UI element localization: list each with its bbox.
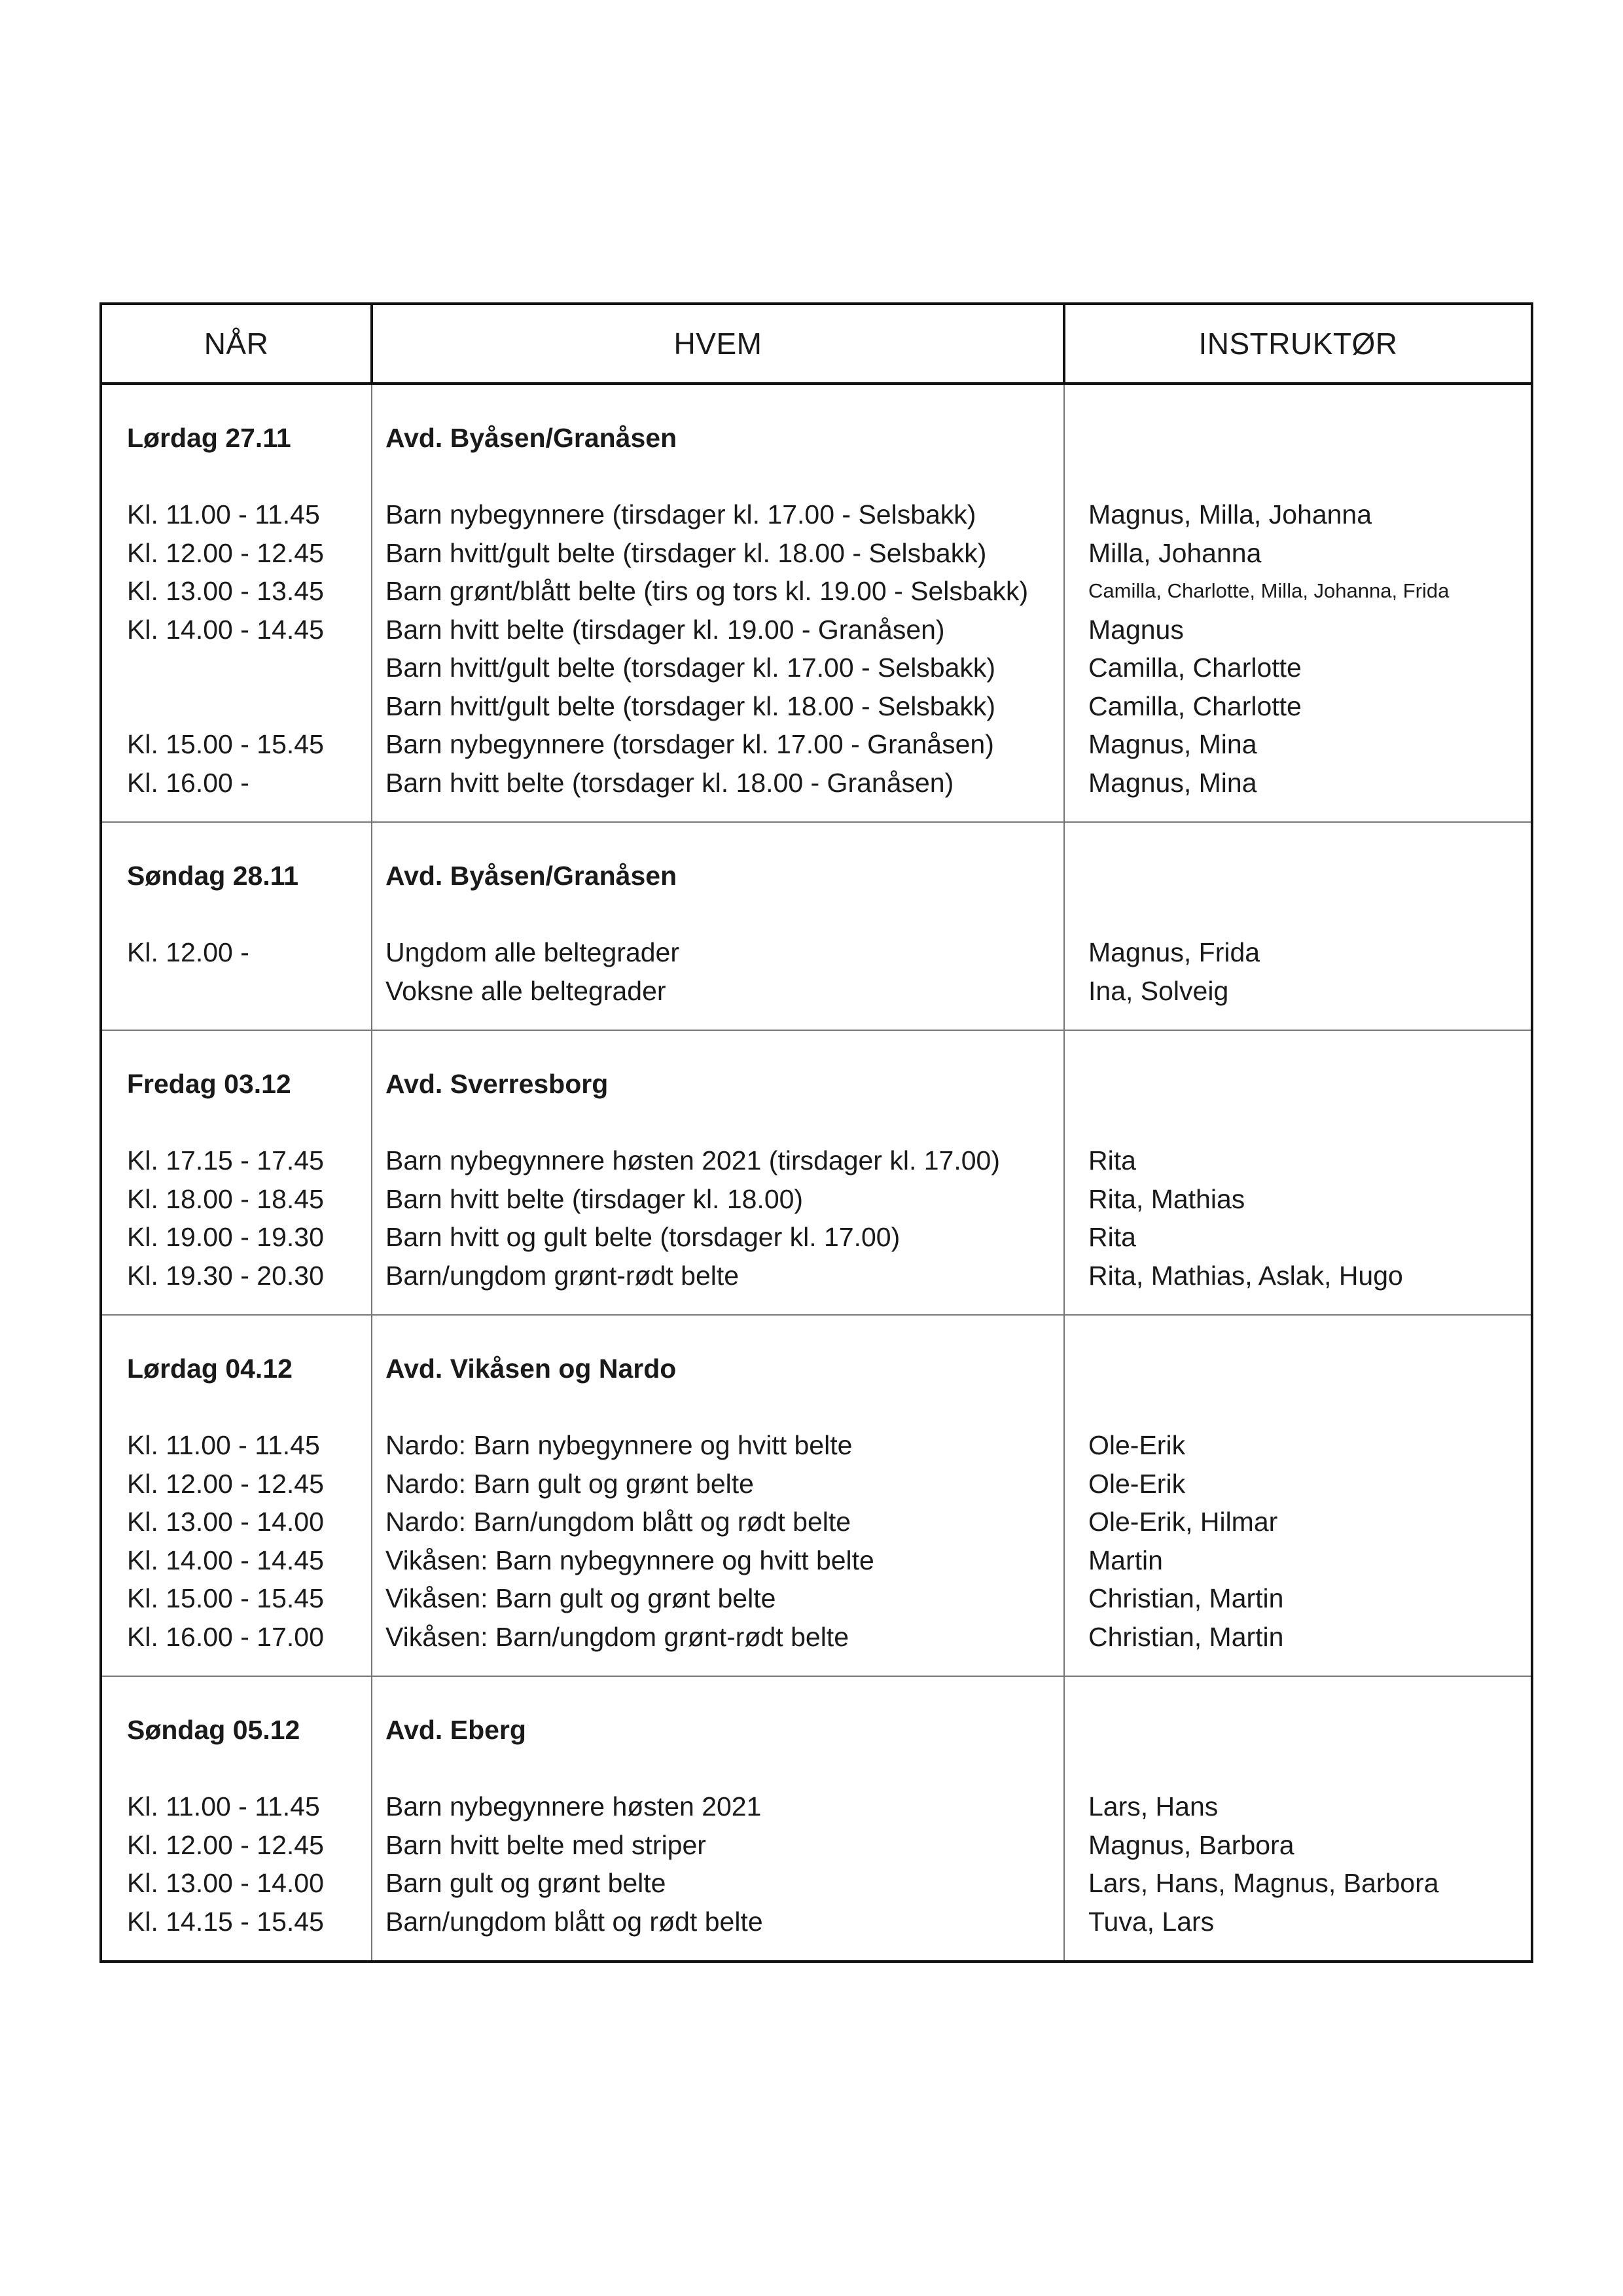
section-location: Avd. Byåsen/Granåsen [385,423,677,453]
instructor-names: Camilla, Charlotte, Milla, Johanna, Frida [1088,579,1450,602]
group-name: Barn nybegynnere høsten 2021 (tirsdager kl. 17.00) [385,1145,1000,1175]
time-slot: Kl. 15.00 - 15.45 [127,729,324,759]
instructor-names: Magnus, Barbora [1088,1829,1294,1860]
section-spacer [1088,1350,1531,1388]
time-slot: Kl. 12.00 - [127,937,249,967]
instructor-names: Rita [1088,1145,1136,1175]
instructor-cell [1064,384,1532,822]
instructor-names: Magnus, Mina [1088,729,1257,759]
group-cell [372,384,1064,822]
time-slot: Kl. 11.00 - 11.45 [127,1430,320,1460]
section-spacer [1088,419,1531,457]
group-name: Vikåsen: Barn gult og grønt belte [385,1583,776,1613]
schedule-section [101,1030,1532,1315]
group-name: Barn nybegynnere høsten 2021 [385,1791,762,1821]
group-cell [372,822,1064,1030]
time-slot: Kl. 12.00 - 12.45 [127,537,324,568]
instructor-names: Ole-Erik, Hilmar [1088,1507,1278,1537]
time-slot: Kl. 12.00 - 12.45 [127,1829,324,1860]
instructor-names: Rita, Mathias [1088,1183,1245,1214]
instructor-names: Ina, Solveig [1088,975,1229,1006]
section-spacer [1088,1065,1531,1103]
header-hvem: HVEM [372,304,1064,384]
instructor-names: Magnus, Frida [1088,937,1260,967]
group-cell [372,1315,1064,1676]
section-location: Avd. Byåsen/Granåsen [385,861,677,891]
group-name: Barn grønt/blått belte (tirs og tors kl. 19.00 - Selsbakk) [385,576,1029,606]
instructor-names: Camilla, Charlotte [1088,691,1302,721]
instructor-names: Ole-Erik [1088,1430,1186,1460]
time-slot: Kl. 16.00 - [127,767,249,798]
instructor-names: Christian, Martin [1088,1621,1284,1652]
time-cell [101,1030,372,1315]
time-cell [101,1315,372,1676]
section-spacer [1088,857,1531,895]
time-slot: Kl. 14.00 - 14.45 [127,614,324,645]
time-slot: Kl. 14.15 - 15.45 [127,1906,324,1937]
group-name: Barn hvitt belte med striper [385,1829,706,1860]
time-slot: Kl. 19.30 - 20.30 [127,1260,324,1291]
group-name: Vikåsen: Barn/ungdom grønt-rødt belte [385,1621,849,1652]
time-slot: Kl. 19.00 - 19.30 [127,1222,324,1252]
time-cell [101,384,372,822]
group-name: Barn/ungdom grønt-rødt belte [385,1260,740,1291]
group-name: Nardo: Barn/ungdom blått og rødt belte [385,1507,851,1537]
time-slot: Kl. 16.00 - 17.00 [127,1621,324,1652]
time-slot: Kl. 13.00 - 14.00 [127,1507,324,1537]
time-slot [127,649,371,687]
section-location: Avd. Eberg [385,1715,526,1745]
instructor-names: Rita [1088,1222,1136,1252]
instructor-cell [1064,822,1532,1030]
group-name: Barn hvitt/gult belte (torsdager kl. 18.00 - Selsbakk) [385,691,996,721]
group-name: Barn/ungdom blått og rødt belte [385,1906,763,1937]
group-name: Barn gult og grønt belte [385,1868,666,1898]
time-slot: Kl. 17.15 - 17.45 [127,1145,324,1175]
instructor-cell [1064,1315,1532,1676]
section-day: Lørdag 04.12 [127,1354,293,1384]
group-name: Ungdom alle beltegrader [385,937,679,967]
group-name: Nardo: Barn gult og grønt belte [385,1468,754,1499]
instructor-names: Magnus, Milla, Johanna [1088,499,1372,529]
instructor-names: Magnus [1088,614,1184,645]
time-cell [101,1676,372,1962]
instructor-names: Camilla, Charlotte [1088,653,1302,683]
section-spacer [1088,1711,1531,1749]
instructor-names: Lars, Hans [1088,1791,1219,1821]
instructor-names: Rita, Mathias, Aslak, Hugo [1088,1260,1403,1291]
instructor-names: Ole-Erik [1088,1468,1186,1499]
time-slot: Kl. 13.00 - 14.00 [127,1868,324,1898]
section-day: Søndag 28.11 [127,861,299,891]
group-cell [372,1676,1064,1962]
time-slot: Kl. 13.00 - 13.45 [127,576,324,606]
group-name: Barn hvitt belte (torsdager kl. 18.00 - Granåsen) [385,767,954,798]
time-slot: Kl. 18.00 - 18.45 [127,1183,324,1214]
group-name: Barn hvitt belte (tirsdager kl. 19.00 - Granåsen) [385,614,945,645]
group-name: Vikåsen: Barn nybegynnere og hvitt belte [385,1545,874,1575]
instructor-names: Milla, Johanna [1088,537,1262,568]
schedule-section [101,822,1532,1030]
instructor-cell [1064,1676,1532,1962]
section-day: Lørdag 27.11 [127,423,291,453]
instructor-names: Lars, Hans, Magnus, Barbora [1088,1868,1439,1898]
schedule-section [101,384,1532,822]
header-nar: NÅR [101,304,372,384]
group-name: Barn hvitt/gult belte (tirsdager kl. 18.00 - Selsbakk) [385,537,987,568]
time-slot [127,972,371,1011]
instructor-names: Martin [1088,1545,1163,1575]
instructor-names: Christian, Martin [1088,1583,1284,1613]
group-name: Nardo: Barn nybegynnere og hvitt belte [385,1430,853,1460]
schedule-section [101,1315,1532,1676]
header-instruktor: INSTRUKTØR [1064,304,1532,384]
section-day: Fredag 03.12 [127,1069,291,1099]
instructor-names: Tuva, Lars [1088,1906,1215,1937]
time-slot: Kl. 15.00 - 15.45 [127,1583,324,1613]
group-name: Barn hvitt belte (tirsdager kl. 18.00) [385,1183,804,1214]
group-name: Voksne alle beltegrader [385,975,666,1006]
time-cell [101,822,372,1030]
instructor-cell [1064,1030,1532,1315]
section-day: Søndag 05.12 [127,1715,300,1745]
group-cell [372,1030,1064,1315]
instructor-names: Magnus, Mina [1088,767,1257,798]
time-slot: Kl. 14.00 - 14.45 [127,1545,324,1575]
section-location: Avd. Vikåsen og Nardo [385,1354,677,1384]
group-name: Barn hvitt og gult belte (torsdager kl. 17.00) [385,1222,901,1252]
time-slot: Kl. 11.00 - 11.45 [127,1791,320,1821]
section-location: Avd. Sverresborg [385,1069,609,1099]
schedule-body [101,384,1532,1962]
schedule-section [101,1676,1532,1962]
group-name: Barn nybegynnere (torsdager kl. 17.00 - Granåsen) [385,729,994,759]
group-name: Barn hvitt/gult belte (torsdager kl. 17.00 - Selsbakk) [385,653,996,683]
time-slot [127,687,371,726]
time-slot: Kl. 12.00 - 12.45 [127,1468,324,1499]
header-row [101,304,1532,384]
group-name: Barn nybegynnere (tirsdager kl. 17.00 - Selsbakk) [385,499,976,529]
schedule-table [99,302,1533,1963]
time-slot: Kl. 11.00 - 11.45 [127,499,320,529]
